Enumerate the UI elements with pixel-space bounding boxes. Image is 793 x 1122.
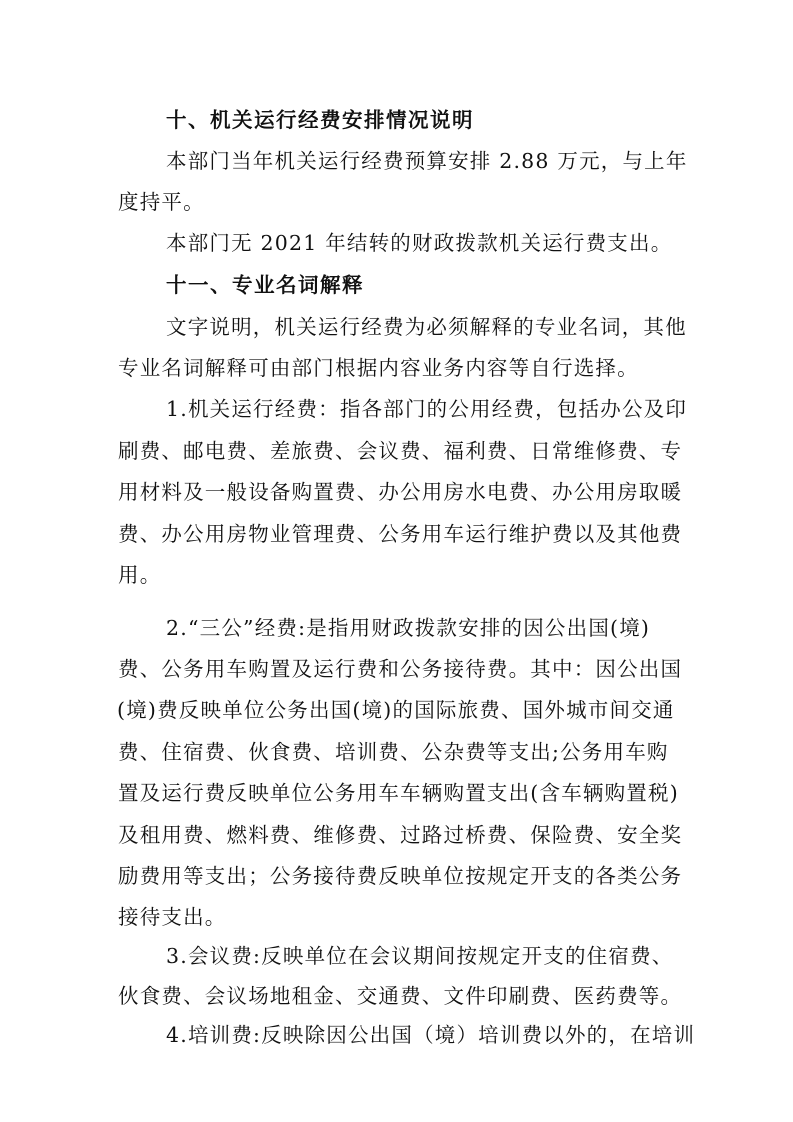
section-heading-11: 十一、专业名词解释: [166, 273, 364, 297]
term-item-2-line: 费、住宿费、伙食费、培训费、公杂费等支出;公务用车购: [118, 740, 669, 764]
term-item-2-line: (境)费反映单位公务出国(境)的国际旅费、国外城市间交通: [117, 698, 675, 722]
term-item-3-line: 3.会议费:反映单位在会议期间按规定开支的住宿费、: [166, 944, 674, 968]
paragraph-line: 度持平。: [118, 190, 205, 214]
term-item-2-line: 费、公务用车购置及运行费和公务接待费。其中：因公出国: [118, 657, 683, 681]
term-item-1-line: 1.机关运行经费：指各部门的公用经费，包括办公及印: [166, 397, 688, 421]
paragraph-line: 专业名词解释可由部门根据内容业务内容等自行选择。: [118, 356, 639, 380]
paragraph-line: 文字说明，机关运行经费为必须解释的专业名词，其他: [166, 315, 687, 339]
term-item-2-line: 置及运行费反映单位公务用车车辆购置支出(含车辆购置税): [118, 781, 679, 805]
term-item-4-line: 4.培训费:反映除因公出国（境）培训费以外的，在培训: [166, 1023, 696, 1047]
term-item-2-line: 励费用等支出；公务接待费反映单位按规定开支的各类公务: [118, 864, 683, 888]
term-item-3-line: 伙食费、会议场地租金、交通费、文件印刷费、医药费等。: [118, 984, 683, 1008]
term-item-2-line: 2.“三公”经费:是指用财政拨款安排的因公出国(境): [166, 616, 651, 640]
term-item-2-line: 接待支出。: [118, 905, 227, 929]
term-item-1-line: 用材料及一般设备购置费、办公用房水电费、办公用房取暖: [118, 480, 683, 504]
paragraph-line: 本部门无 2021 年结转的财政拨款机关运行费支出。: [166, 231, 673, 255]
section-heading-10: 十、机关运行经费安排情况说明: [166, 108, 474, 132]
term-item-1-line: 刷费、邮电费、差旅费、会议费、福利费、日常维修费、专: [118, 439, 683, 463]
paragraph-line: 本部门当年机关运行经费预算安排 2.88 万元，与上年: [166, 149, 688, 173]
term-item-1-line: 用。: [118, 563, 162, 587]
term-item-1-line: 费、办公用房物业管理费、公务用车运行维护费以及其他费: [118, 522, 683, 546]
term-item-2-line: 及租用费、燃料费、维修费、过路过桥费、保险费、安全奖: [118, 823, 683, 847]
